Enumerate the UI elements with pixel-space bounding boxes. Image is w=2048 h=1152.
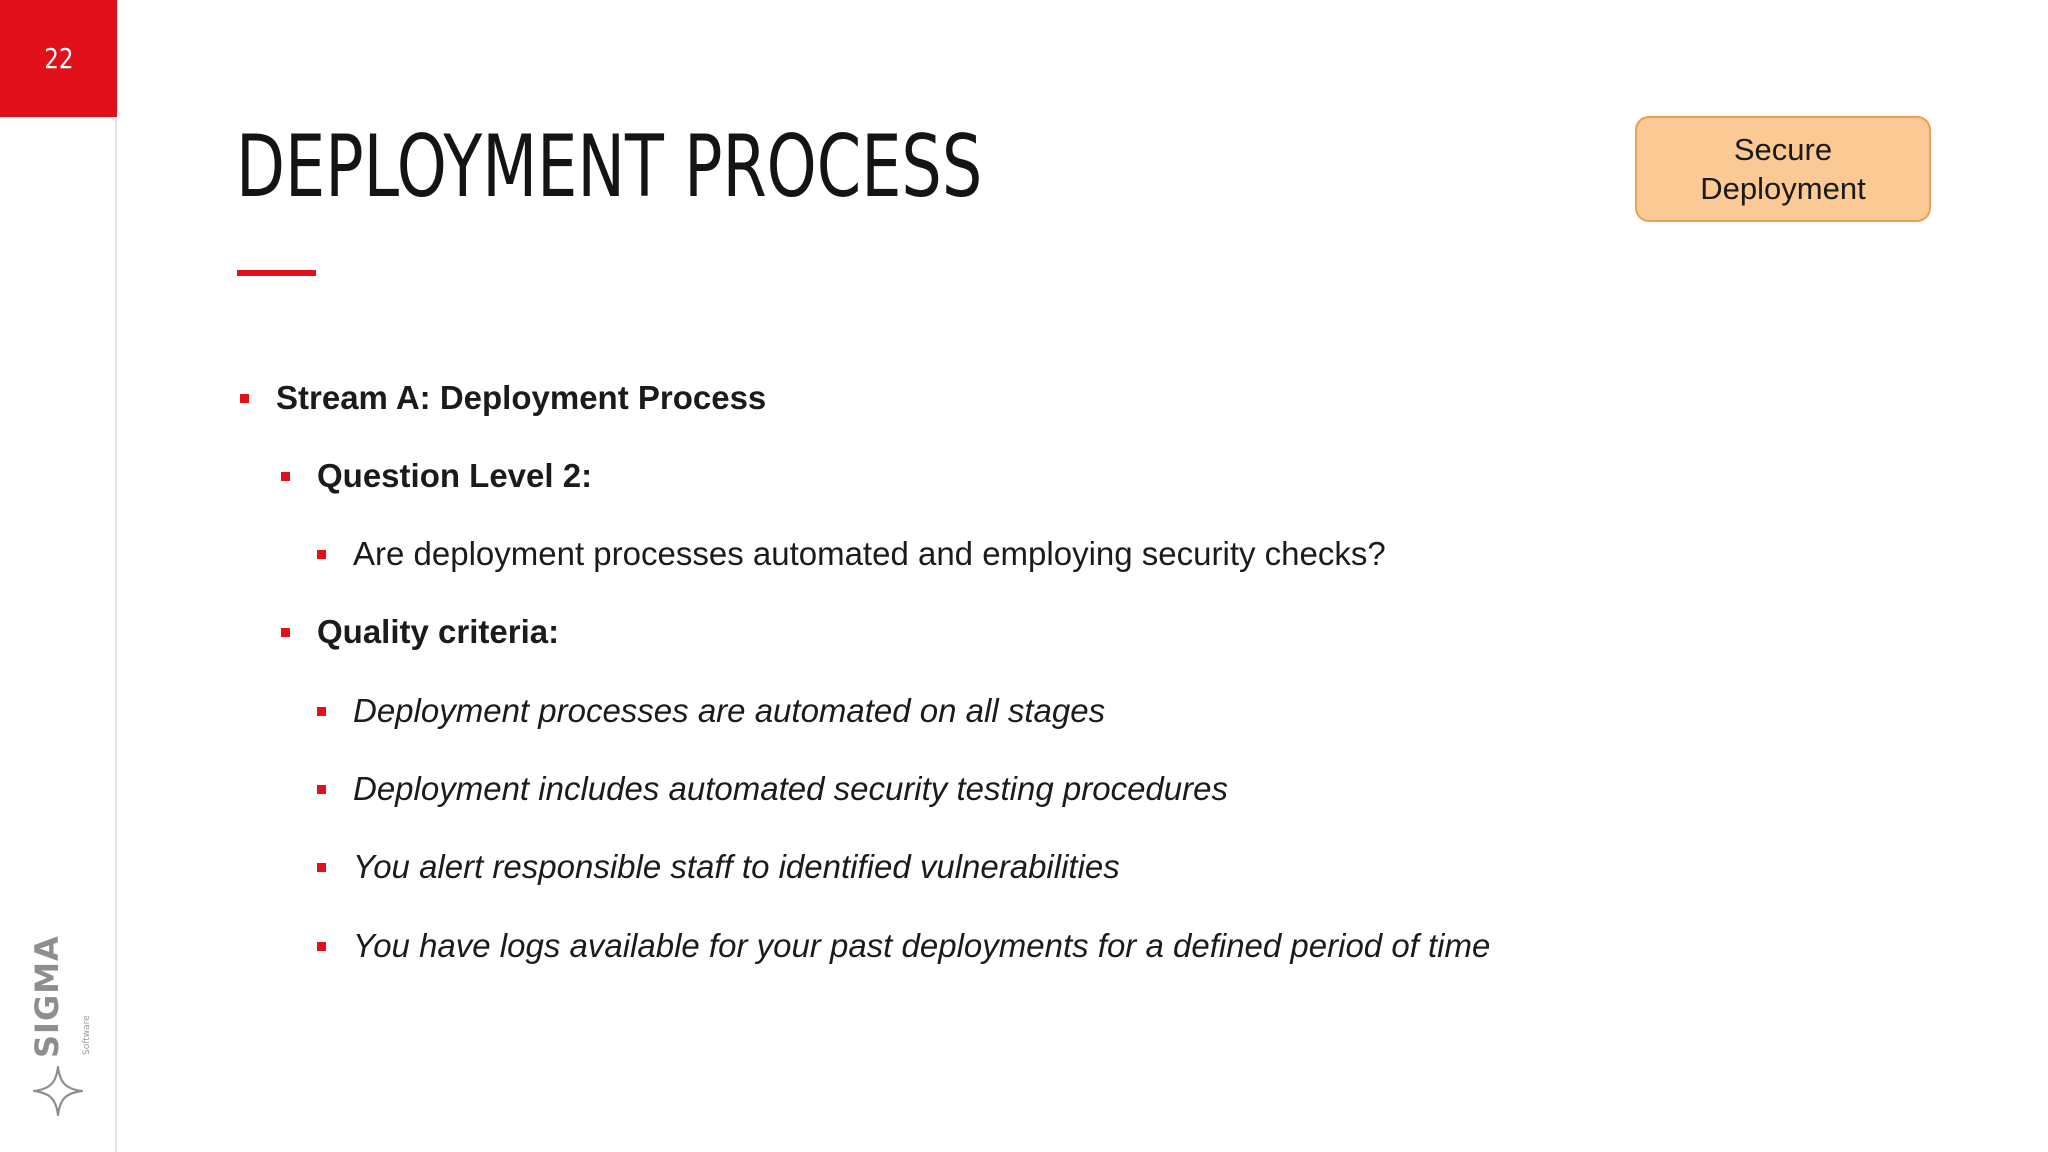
- bullet-marker: [317, 863, 326, 872]
- bullet-marker: [317, 550, 326, 559]
- sigma-star-icon: [32, 1065, 84, 1117]
- slide-title: DEPLOYMENT PROCESS: [236, 117, 983, 217]
- logo-wordmark: SIGMA: [28, 935, 66, 1058]
- bullet-question: Are deployment processes automated and employing security checks?: [353, 535, 1386, 572]
- bullet-criterion: You have logs available for your past deployments for a defined period of time: [353, 927, 1491, 964]
- badge-line-2: Deployment: [1700, 171, 1866, 206]
- bullet-criterion: You alert responsible staff to identified vulnerabilities: [353, 848, 1120, 885]
- bullet-marker: [240, 394, 249, 403]
- bullet-stream: Stream A: Deployment Process: [276, 379, 767, 416]
- title-underline: [237, 270, 316, 276]
- badge-line-1: Secure: [1733, 132, 1833, 167]
- bullet-marker: [281, 472, 290, 481]
- bullet-criteria-heading: Quality criteria:: [317, 613, 560, 650]
- page-number: 22: [43, 42, 74, 75]
- bullet-question-heading: Question Level 2:: [317, 457, 593, 494]
- bullet-marker: [317, 707, 326, 716]
- secure-deployment-badge: [1635, 116, 1931, 222]
- bullet-criterion: Deployment includes automated security testing procedures: [353, 770, 1228, 807]
- bullet-marker: [317, 785, 326, 794]
- bullet-marker: [317, 942, 326, 951]
- bullet-marker: [281, 628, 290, 637]
- page-number-box: [0, 0, 117, 117]
- sidebar: [0, 0, 117, 1152]
- logo-subtitle: Software: [82, 1015, 92, 1055]
- bullet-criterion: Deployment processes are automated on all stages: [353, 692, 1106, 729]
